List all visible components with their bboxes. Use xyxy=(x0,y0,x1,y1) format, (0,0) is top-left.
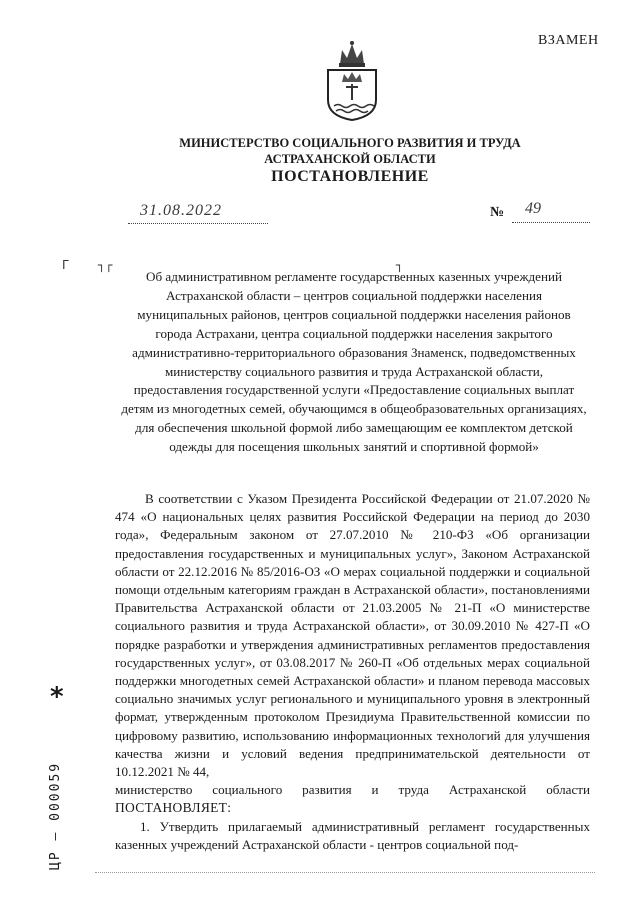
issuer-line: министерство социального развития и труда Астраханской области xyxy=(115,782,590,798)
number-sign: № xyxy=(490,205,505,220)
corner-mark-middle: ┐┌ xyxy=(98,258,113,272)
replacement-stamp: ВЗАМЕН xyxy=(538,33,599,48)
date-underline xyxy=(128,223,268,224)
registration-code: ЦР – 000059 xyxy=(48,761,63,870)
document-type: ПОСТАНОВЛЕНИЕ xyxy=(271,168,429,185)
corner-mark-right: ┐ xyxy=(396,258,404,272)
document-date: 31.08.2022 xyxy=(140,202,222,219)
margin-asterisk: * xyxy=(50,682,64,712)
corner-mark-left: Г xyxy=(62,258,70,272)
number-underline xyxy=(512,222,590,223)
resolves-heading: ПОСТАНОВЛЯЕТ: xyxy=(115,800,232,816)
astrakhan-coat-of-arms-icon xyxy=(322,38,382,122)
document-body xyxy=(115,490,590,854)
document-number: 49 xyxy=(525,200,541,217)
item-1-paragraph: 1. Утвердить прилагаемый административный регламент государственных казенных учреждений Астраханской области - центров социальной под- xyxy=(115,818,590,852)
document-title: Об административном регламенте государственных казенных учреждений Астраханской области – центров социальной поддержки населения муниципальных районов, центров социальной поддержки населения районов города Астрахани, центра социальной поддержки населения закрытого административно-территориального образования Знаменск, подведомственных министерству социального развития и труда Астраханской области, предоставления государственной услуги «Предоставление социальных выплат детям из многодетных семей, обучающимся в общеобразовательных организациях, для обеспечения школьной формой либо замещающим ее комплектом детской одежды для посещения школьных занятий и спортивной формой» xyxy=(121,269,587,455)
ministry-name-line1: МИНИСТЕРСТВО СОЦИАЛЬНОГО РАЗВИТИЯ И ТРУДА xyxy=(179,136,521,150)
preamble-paragraph: В соответствии с Указом Президента Российской Федерации от 21.07.2020 № 474 «О национальных целях развития Российской Федерации на период до 2030 года», Федеральным законом от 27.07.2010 № 210-ФЗ «Об организации предоставления государственных и муниципальных услуг», Законом Астраханской области от 22.12.2016 № 85/2016-ОЗ «О мерах социальной поддержки и социальной помощи отдельным категориям граждан в Астраханской области», постановлениями Правительства Астраханской области от 21.03.2005 № 21-П «О министерстве социального развития и труда Астраханской области», от 30.09.2010 № 427-П «О порядке разработки и утверждения административных регламентов предоставления государственных услуг», от 03.08.2017 № 260-П «Об отдельных мерах социальной поддержки многодетных семей Астраханской области» и планом перевода массовых социально значимых услуг регионального и муниципального уровня в электронный формат, утвержденным протоколом Президиума Правительственной комиссии по цифровому развитию, использованию информационных технологий для улучшения качества жизни и условий ведения предпринимательской деятельности от 10.12.2021 № 44, xyxy=(115,491,590,780)
ministry-name-line2: АСТРАХАНСКОЙ ОБЛАСТИ xyxy=(264,152,436,166)
bottom-divider xyxy=(95,872,595,873)
